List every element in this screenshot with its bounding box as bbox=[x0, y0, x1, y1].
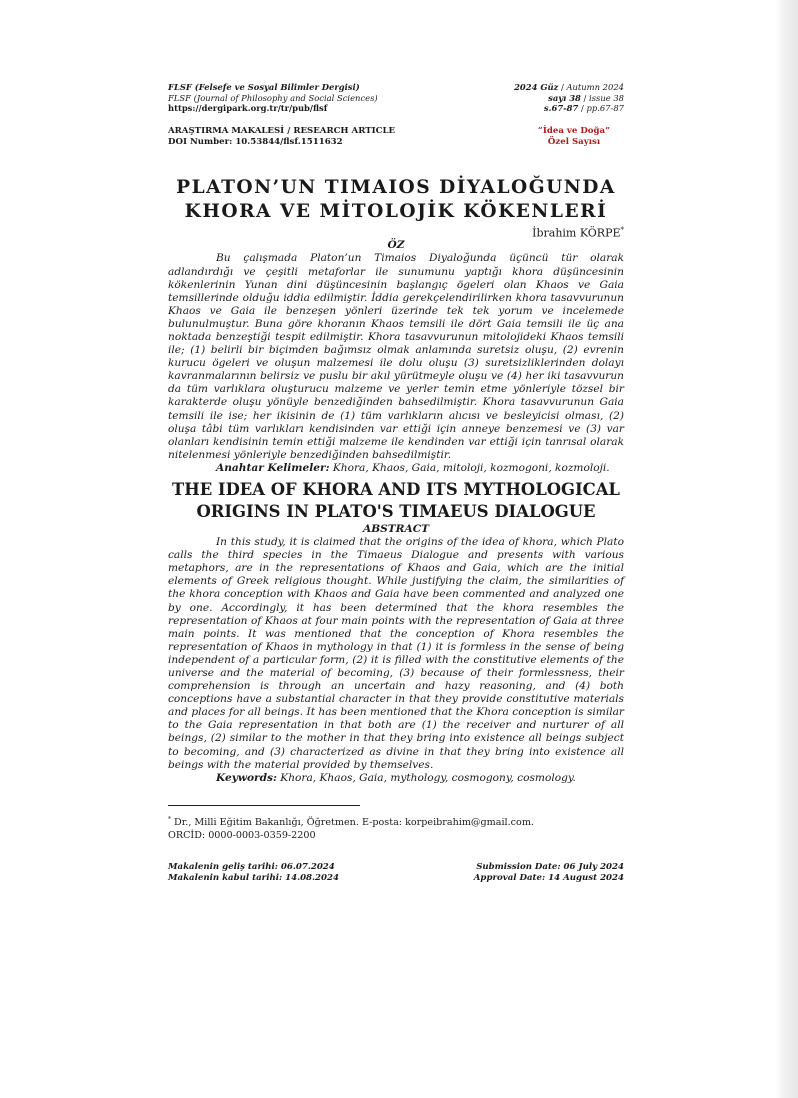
dates-en bbox=[474, 862, 624, 884]
abstract-keywords bbox=[168, 772, 624, 785]
journal-url[interactable]: https://dergipark.org.tr/tr/pub/flsf bbox=[168, 103, 328, 114]
abstract-keywords-text: Khora, Khaos, Gaia, mythology, cosmogony, cosmology. bbox=[276, 771, 576, 784]
author-footnote-mark: * bbox=[620, 225, 624, 234]
page-edge-shadow bbox=[776, 0, 798, 1098]
oz-keywords-text: Khora, Khaos, Gaia, mitoloji, kozmogoni, kozmoloji. bbox=[329, 461, 610, 474]
year-en: Autumn 2024 bbox=[566, 82, 624, 92]
article-type: ARAŞTIRMA MAKALESİ / RESEARCH ARTICLE bbox=[168, 125, 396, 136]
footnote-divider bbox=[168, 805, 360, 806]
footnote bbox=[168, 813, 624, 842]
title-en bbox=[168, 479, 624, 523]
journal-name-en: FLSF (Journal of Philosophy and Social Sciences) bbox=[168, 92, 378, 103]
article-meta bbox=[168, 126, 624, 148]
article-page bbox=[168, 82, 624, 884]
journal-header bbox=[168, 82, 624, 114]
accepted-date-tr: Makalenin kabul tarihi: 14.08.2024 bbox=[168, 873, 339, 883]
journal-info bbox=[168, 82, 378, 114]
dates-tr bbox=[168, 862, 339, 884]
issue-tr: sayı 38 bbox=[548, 92, 581, 103]
special-issue bbox=[524, 126, 624, 148]
abstract-keywords-label: Keywords: bbox=[216, 771, 277, 784]
issue-info: 2024 Güz / Autumn 2024 sayı 38 / issue 38 s.67-87 / pp.67-87 bbox=[514, 82, 624, 114]
special-issue-label: Özel Sayısı bbox=[547, 136, 601, 147]
oz-keywords bbox=[168, 462, 624, 475]
title-tr-line1: PLATON’UN TIMAIOS DİYALOĞUNDA bbox=[176, 176, 616, 198]
title-en-line2: ORIGINS IN PLATO'S TIMAEUS DIALOGUE bbox=[196, 502, 596, 522]
special-issue-title: “İdea ve Doğa” bbox=[537, 125, 611, 136]
author-name: İbrahim KÖRPE bbox=[532, 226, 621, 240]
article-dates bbox=[168, 862, 624, 884]
footnote-mark: * bbox=[168, 815, 171, 823]
oz-heading: ÖZ bbox=[387, 239, 405, 252]
title-tr bbox=[168, 176, 624, 224]
pages-tr: s.67-87 bbox=[543, 103, 579, 114]
author bbox=[168, 226, 624, 240]
abstract-text: In this study, it is claimed that the origins of the idea of khora, which Plato calls the third species in the Timaeus Dialogue and presents with various metaphors, are in the representations of Khaos and Gaia, which are the initial elements of Greek religious thought. While justifying the claim, the similarities of the khora conception with Khaos and Gaia have been commented and analyzed one by one. Accordingly, it has been determined that the khora resembles the representation of Khaos at four main points with the representation of Gaia at three main points. It was mentioned that the conception of Khora resembles the representation of Khaos in mythology in that (1) it is formless in the sense of being independent of a particular form, (2) it is filled with the constitutive elements of the universe and the material of becoming, (3) because of their formlessness, their comprehension is through an uncertain and hazy reasoning, and (4) both conceptions have a substantial character in that they provide constitutive materials and places for all beings. It has been mentioned that the Khora conception is similar to the Gaia representation in that both are (1) the receiver and nurturer of all beings, (2) similar to the mother in that they bring into existence all beings subject to becoming, and (3) characterized as divine in that they bring into existence all beings with the material provided by themselves. bbox=[168, 536, 624, 771]
doi: DOI Number: 10.53844/flsf.1511632 bbox=[168, 136, 343, 147]
article-type-block bbox=[168, 126, 395, 148]
received-date-en: Submission Date: 06 July 2024 bbox=[476, 862, 624, 872]
pages-en: pp.67-87 bbox=[586, 103, 624, 114]
received-date-tr: Makalenin geliş tarihi: 06.07.2024 bbox=[168, 862, 335, 872]
oz-keywords-label: Anahtar Kelimeler: bbox=[216, 461, 330, 474]
year-tr: 2024 Güz bbox=[514, 82, 559, 92]
accepted-date-en: Approval Date: 14 August 2024 bbox=[473, 873, 624, 883]
title-tr-line2: KHORA VE MİTOLOJİK KÖKENLERİ bbox=[184, 200, 608, 222]
issue-en: issue 38 bbox=[589, 92, 624, 103]
title-en-line1: THE IDEA OF KHORA AND ITS MYTHOLOGICAL bbox=[172, 480, 620, 500]
oz-text: Bu çalışmada Platon’un Timaios Diyaloğunda üçüncü tür olarak adlandırdığı ve çeşitli metaforlar ile sunumunu yaptığı khora düşüncesinin kökenlerinin Yunan dini düşüncesinin başlangıç ögeleri olan Khaos ve Gaia temsillerinde olduğu iddia edilmiştir. İddia gerekçelendirilirken khora tasavvurunun Khaos ve Gaia ile benzeşen yönleri üzerinde tek tek yorum ve incelemede bulunulmuştur. Buna göre khoranın Khaos temsili ile dört Gaia temsili ile üç ana noktada benzeştiği tespit edilmiştir. Khora tasavvurunun mitolojideki Khaos temsili ile; (1) belirli bir biçimden bağımsız olmak anlamında suretsiz oluşu, (2) evrenin kurucu ögeleri ve oluşun malzemesi ile dolu oluşu (3) suretsizliklerinden dolayı kavranmalarının belirsiz ve puslu bir akıl yürütmeyle oluşu ve (4) her iki tasavvurun da tüm varlıklara oluşturucu malzeme ve yerler temin etme yönleriyle tözsel bir karakterde oluşu yönüyle benzediğinden bahsedilmiştir. Khora tasavvurunun Gaia temsili ile ise; her ikisinin de (1) tüm varlıkların alıcısı ve besleyicisi olması, (2) oluşa tâbi tüm varlıkları kendisinden var ettiği için anneye benzemesi ve (3) var olanları kendisinin temin ettiği malzeme ile kendinden var ettiği için tanrısal olarak nitelenmesi yönleriyle benzediğinden bahsedilmiştir. bbox=[168, 252, 624, 461]
journal-name-tr: FLSF (Felsefe ve Sosyal Bilimler Dergisi) bbox=[168, 82, 360, 92]
footnote-orcid: ORCİD: 0000-0003-0359-2200 bbox=[168, 830, 316, 841]
footnote-affiliation: Dr., Milli Eğitim Bakanlığı, Öğretmen. E-posta: korpeibrahim@gmail.com. bbox=[171, 817, 534, 828]
abstract-heading: ABSTRACT bbox=[362, 523, 430, 536]
